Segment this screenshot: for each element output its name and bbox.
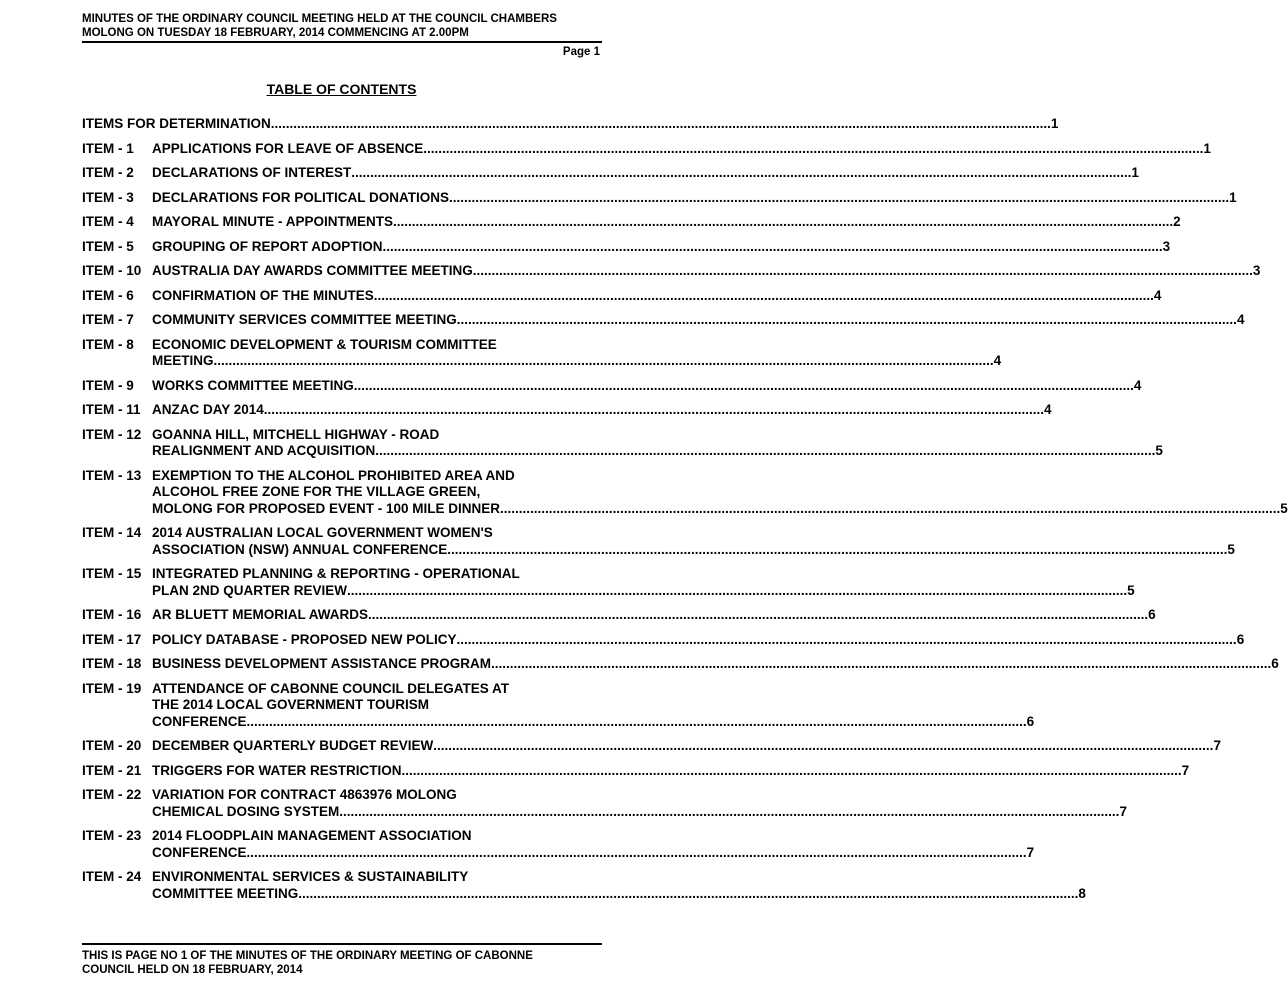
toc-entry[interactable] <box>82 426 1163 460</box>
toc-title-line: ENVIRONMENTAL SERVICES & SUSTAINABILITY <box>152 869 469 884</box>
toc-entry[interactable] <box>82 828 1035 861</box>
toc-entry-title <box>152 607 1156 624</box>
dot-leader <box>298 886 1078 903</box>
toc-entry-title <box>152 165 1139 182</box>
toc-item-number: ITEM - 9 <box>82 377 134 393</box>
toc-title-line: ECONOMIC DEVELOPMENT & TOURISM COMMITTEE <box>152 336 497 352</box>
toc-page-number: 6 <box>1148 607 1156 622</box>
dot-leader <box>368 607 1148 624</box>
toc-title-line: PLAN 2ND QUARTER REVIEW <box>152 582 348 598</box>
toc-page-number: 1 <box>1050 116 1059 131</box>
toc-page-number: 1 <box>1229 189 1237 205</box>
toc-item-number: ITEM - 5 <box>82 238 134 254</box>
toc-entry-title <box>152 288 1161 305</box>
toc-entry[interactable] <box>82 566 1135 599</box>
toc-entry[interactable] <box>82 467 1288 518</box>
toc-title-line: WORKS COMMITTEE MEETING <box>152 377 354 393</box>
toc-item-number: ITEM - 16 <box>82 607 142 622</box>
toc-item-number: ITEM - 21 <box>82 762 142 778</box>
toc-title-line: ATTENDANCE OF CABONNE COUNCIL DELEGATES AT <box>152 680 509 696</box>
toc-entry-title <box>152 214 1181 231</box>
dot-leader <box>433 738 1213 755</box>
toc-title-line: DECLARATIONS OF INTEREST <box>152 165 352 180</box>
toc-title-line: GOANNA HILL, MITCHELL HIGHWAY - ROAD <box>152 426 440 442</box>
toc-title-line: MAYORAL MINUTE - APPOINTMENTS <box>152 214 394 229</box>
toc-entry[interactable] <box>82 402 1052 419</box>
toc-entry[interactable] <box>82 140 1211 158</box>
toc-entry[interactable] <box>82 287 1162 305</box>
table-of-contents <box>82 116 1288 910</box>
toc-title-line: INTEGRATED PLANNING & REPORTING - OPERATIONAL <box>152 566 520 581</box>
page-number: Page 1 <box>562 46 600 58</box>
toc-entry-title <box>152 763 1189 780</box>
toc-entry-title <box>152 632 1244 649</box>
toc-page-number: 4 <box>993 353 1002 368</box>
toc-entry-title <box>152 337 1001 370</box>
toc-entry-title <box>152 263 1260 280</box>
toc-entry-title <box>152 402 1051 419</box>
toc-title-line: GROUPING OF REPORT ADOPTION <box>152 238 383 254</box>
toc-entry[interactable] <box>82 312 1245 329</box>
dot-leader <box>375 443 1155 460</box>
toc-item-number: ITEM - 24 <box>82 869 142 884</box>
toc-page-number: 4 <box>1236 312 1245 327</box>
toc-item-number: ITEM - 2 <box>82 165 134 180</box>
page-header <box>82 12 602 43</box>
toc-title-line: DECLARATIONS FOR POLITICAL DONATIONS <box>152 189 449 205</box>
toc-item-number: ITEM - 3 <box>82 189 134 205</box>
toc-item-number: ITEM - 12 <box>82 426 142 442</box>
toc-entry-title <box>152 681 1034 731</box>
toc-entry[interactable] <box>82 787 1127 820</box>
toc-page-number: 5 <box>1155 443 1163 458</box>
toc-entry[interactable] <box>82 263 1261 280</box>
page-footer <box>82 943 602 977</box>
toc-title: TABLE OF CONTENTS <box>266 81 417 97</box>
toc-page-number: 5 <box>1280 500 1288 516</box>
toc-page-number: 4 <box>1153 287 1162 303</box>
toc-page-number: 5 <box>1227 541 1235 557</box>
dot-leader <box>457 312 1237 329</box>
toc-item-number: ITEM - 1 <box>82 140 134 156</box>
dot-leader <box>271 116 1051 133</box>
toc-page-number: 7 <box>1026 844 1035 860</box>
toc-entry[interactable] <box>82 738 1221 755</box>
toc-page-number: 7 <box>1213 738 1221 753</box>
toc-title-line: ANZAC DAY 2014 <box>152 402 264 417</box>
toc-title-line: APPLICATIONS FOR LEAVE OF ABSENCE <box>152 140 424 156</box>
toc-title-line: ITEMS FOR DETERMINATION <box>82 116 271 131</box>
toc-title-line: CONFERENCE <box>152 713 247 729</box>
toc-title-line: AR BLUETT MEMORIAL AWARDS <box>152 607 368 622</box>
toc-title-line: REALIGNMENT AND ACQUISITION <box>152 443 376 458</box>
dot-leader <box>354 378 1134 395</box>
toc-page-number: 3 <box>1252 263 1261 278</box>
toc-entry-title <box>152 378 1141 395</box>
dot-leader <box>383 239 1163 256</box>
toc-entry[interactable] <box>82 525 1235 558</box>
toc-entry-title <box>152 190 1237 207</box>
dot-leader <box>339 804 1119 821</box>
toc-entry[interactable] <box>82 680 1035 731</box>
toc-entry[interactable] <box>82 762 1190 780</box>
dot-leader <box>491 656 1271 673</box>
toc-item-number: ITEM - 6 <box>82 287 134 303</box>
toc-title-line: 2014 AUSTRALIAN LOCAL GOVERNMENT WOMEN'S <box>152 525 493 540</box>
dot-leader <box>214 353 994 370</box>
toc-page-number: 4 <box>1043 402 1052 417</box>
toc-entry-title <box>152 427 1163 460</box>
toc-title-line: DECEMBER QUARTERLY BUDGET REVIEW <box>152 738 434 753</box>
toc-item-number: ITEM - 10 <box>82 263 142 278</box>
dot-leader <box>347 583 1127 600</box>
toc-entry[interactable] <box>82 631 1245 649</box>
dot-leader <box>500 501 1280 518</box>
toc-title-line: CONFIRMATION OF THE MINUTES <box>152 287 374 303</box>
toc-entry-title <box>152 787 1127 820</box>
toc-page-number: 2 <box>1173 214 1181 229</box>
toc-entry-title <box>82 116 1058 133</box>
toc-title-line: AUSTRALIA DAY AWARDS COMMITTEE MEETING <box>152 263 473 278</box>
toc-title-line: COMMUNITY SERVICES COMMITTEE MEETING <box>152 312 457 327</box>
toc-title-line: 2014 FLOODPLAIN MANAGEMENT ASSOCIATION <box>152 828 472 843</box>
footer-rule <box>82 943 602 945</box>
toc-item-number: ITEM - 13 <box>82 467 142 483</box>
toc-page-number: 6 <box>1236 631 1245 647</box>
toc-item-number: ITEM - 18 <box>82 656 142 671</box>
toc-title-line: MOLONG FOR PROPOSED EVENT - 100 MILE DINNER <box>152 500 501 516</box>
toc-item-number: ITEM - 11 <box>82 402 141 417</box>
dot-leader <box>264 402 1044 419</box>
toc-entry-title <box>152 239 1170 256</box>
toc-title-line: CONFERENCE <box>152 844 247 860</box>
toc-entry-title <box>152 468 1288 518</box>
toc-entry[interactable] <box>82 116 1059 133</box>
toc-entry-title <box>152 656 1279 673</box>
toc-title-line: TRIGGERS FOR WATER RESTRICTION <box>152 762 402 778</box>
toc-item-number: ITEM - 23 <box>82 828 142 843</box>
toc-item-number: ITEM - 4 <box>82 214 134 229</box>
dot-leader <box>393 214 1173 231</box>
toc-title-line: BUSINESS DEVELOPMENT ASSISTANCE PROGRAM <box>152 656 492 671</box>
toc-page-number: 7 <box>1119 803 1127 819</box>
toc-entry-title <box>152 869 1086 902</box>
toc-title-line: COMMITTEE MEETING <box>152 885 299 901</box>
toc-entry[interactable] <box>82 656 1279 673</box>
dot-leader <box>247 845 1027 862</box>
toc-page-number: 4 <box>1133 377 1142 393</box>
toc-entry[interactable] <box>82 165 1139 182</box>
toc-item-number: ITEM - 15 <box>82 566 142 581</box>
toc-entry-title <box>152 525 1235 558</box>
dot-leader <box>423 141 1203 158</box>
header-line-2: MOLONG ON TUESDAY 18 FEBRUARY, 2014 COMMENCING AT 2.00PM <box>82 27 469 39</box>
toc-entry[interactable] <box>82 336 1002 370</box>
toc-page-number: 1 <box>1203 140 1211 156</box>
toc-page-number: 1 <box>1131 165 1139 180</box>
dot-leader <box>402 763 1182 780</box>
toc-entry[interactable] <box>82 607 1156 624</box>
header-rule <box>82 41 602 43</box>
dot-leader <box>447 542 1227 559</box>
toc-title-line: VARIATION FOR CONTRACT 4863976 MOLONG <box>152 787 457 802</box>
toc-page-number: 6 <box>1271 656 1279 671</box>
toc-entry[interactable] <box>82 189 1237 207</box>
toc-item-number: ITEM - 19 <box>82 680 142 696</box>
dot-leader <box>473 263 1253 280</box>
toc-entry-title <box>152 312 1244 329</box>
toc-item-number: ITEM - 17 <box>82 631 142 647</box>
toc-item-number: ITEM - 22 <box>82 787 142 802</box>
dot-leader <box>351 165 1131 182</box>
toc-page-number: 8 <box>1078 885 1086 901</box>
toc-item-number: ITEM - 8 <box>82 336 134 352</box>
toc-page-number: 6 <box>1026 713 1035 729</box>
header-line-1: MINUTES OF THE ORDINARY COUNCIL MEETING HELD AT THE COUNCIL CHAMBERS <box>82 13 557 25</box>
toc-page-number: 3 <box>1162 238 1171 254</box>
dot-leader <box>449 190 1229 207</box>
toc-title-line: THE 2014 LOCAL GOVERNMENT TOURISM <box>152 697 430 712</box>
toc-entry-title <box>152 141 1211 158</box>
toc-entry[interactable] <box>82 869 1086 902</box>
dot-leader <box>374 288 1154 305</box>
toc-entry-title <box>152 738 1221 755</box>
toc-page-number: 7 <box>1181 762 1190 778</box>
toc-entry-title <box>152 828 1034 861</box>
toc-entry[interactable] <box>82 377 1142 395</box>
footer-line-2: COUNCIL HELD ON 18 FEBRUARY, 2014 <box>82 964 303 976</box>
toc-title-line: ASSOCIATION (NSW) ANNUAL CONFERENCE <box>152 541 448 557</box>
toc-title-line: MEETING <box>152 353 214 368</box>
footer-line-1: THIS IS PAGE NO 1 OF THE MINUTES OF THE ORDINARY MEETING OF CABONNE <box>82 950 533 962</box>
dot-leader <box>457 632 1237 649</box>
toc-page-number: 5 <box>1127 582 1135 598</box>
toc-item-number: ITEM - 14 <box>82 525 142 540</box>
toc-entry[interactable] <box>82 214 1181 231</box>
toc-entry[interactable] <box>82 238 1171 256</box>
dot-leader <box>247 714 1027 731</box>
toc-entry-title <box>152 566 1135 599</box>
toc-item-number: ITEM - 7 <box>82 312 134 327</box>
toc-title-line: POLICY DATABASE - PROPOSED NEW POLICY <box>152 631 457 647</box>
toc-title-line: CHEMICAL DOSING SYSTEM <box>152 803 340 819</box>
toc-title-line: EXEMPTION TO THE ALCOHOL PROHIBITED AREA AND <box>152 467 515 483</box>
toc-title-line: ALCOHOL FREE ZONE FOR THE VILLAGE GREEN, <box>152 484 481 499</box>
toc-item-number: ITEM - 20 <box>82 738 142 753</box>
